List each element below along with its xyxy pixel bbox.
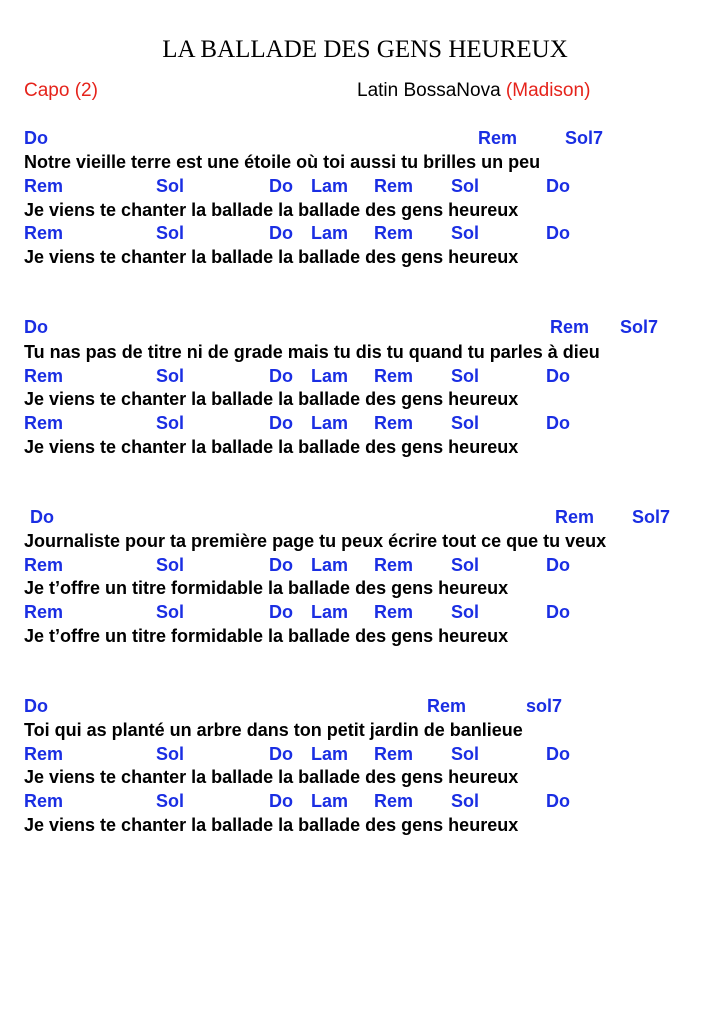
chord: Sol bbox=[451, 413, 480, 433]
chord: Sol bbox=[156, 366, 185, 386]
chord: Sol bbox=[451, 744, 480, 764]
chord: Rem bbox=[374, 744, 414, 764]
chord: Do bbox=[546, 602, 570, 622]
chord: Rem bbox=[374, 791, 414, 811]
verse3-lyric-3: Je t’offre un titre formidable la ballade des gens heureux bbox=[24, 626, 509, 646]
capo-label: Capo (2) bbox=[24, 80, 98, 101]
chord: Lam bbox=[311, 744, 349, 764]
chord: Sol7 bbox=[632, 507, 671, 527]
chord: Rem bbox=[374, 555, 414, 575]
chord: Do bbox=[546, 176, 570, 196]
chord: Do bbox=[546, 223, 570, 243]
chord: Rem bbox=[374, 223, 414, 243]
chord: Sol bbox=[451, 223, 480, 243]
chord: Lam bbox=[311, 223, 349, 243]
verse2-lyric-3: Je viens te chanter la ballade la ballade des gens heureux bbox=[24, 437, 519, 457]
chord: Do bbox=[269, 366, 293, 386]
chord: Rem bbox=[24, 176, 64, 196]
chord: Sol bbox=[156, 791, 185, 811]
song-title: LA BALLADE DES GENS HEUREUX bbox=[162, 36, 568, 63]
chord: Rem bbox=[24, 602, 64, 622]
chord: Sol bbox=[451, 602, 480, 622]
chord: Lam bbox=[311, 555, 349, 575]
chord: Sol bbox=[451, 176, 480, 196]
chord: Do bbox=[269, 413, 293, 433]
chord: Do bbox=[546, 555, 570, 575]
chord: Sol bbox=[156, 555, 185, 575]
chord: Lam bbox=[311, 602, 349, 622]
chord: Rem bbox=[24, 791, 64, 811]
chord: Rem bbox=[427, 696, 467, 716]
chord: Rem bbox=[24, 223, 64, 243]
chord: Do bbox=[269, 602, 293, 622]
chord: Do bbox=[24, 128, 48, 148]
chord: Do bbox=[24, 696, 48, 716]
verse4-lyric-3: Je viens te chanter la ballade la ballade des gens heureux bbox=[24, 815, 519, 835]
chord: Rem bbox=[550, 317, 590, 337]
chord: Rem bbox=[374, 413, 414, 433]
chord: Do bbox=[546, 791, 570, 811]
chord: Sol bbox=[156, 176, 185, 196]
chord: Lam bbox=[311, 366, 349, 386]
chord: Do bbox=[269, 176, 293, 196]
verse2-lyric-1: Tu nas pas de titre ni de grade mais tu dis tu quand tu parles à dieu bbox=[24, 342, 600, 362]
chord: Rem bbox=[374, 602, 414, 622]
chord: Do bbox=[269, 791, 293, 811]
chord: Do bbox=[546, 413, 570, 433]
chord: Sol bbox=[451, 366, 480, 386]
chord: Do bbox=[30, 507, 54, 527]
chord: sol7 bbox=[526, 696, 563, 716]
chord: Sol bbox=[451, 555, 480, 575]
chord: Lam bbox=[311, 413, 349, 433]
chord: Do bbox=[269, 223, 293, 243]
verse4-lyric-1: Toi qui as planté un arbre dans ton petit jardin de banlieue bbox=[24, 720, 523, 740]
chord: Rem bbox=[24, 744, 64, 764]
chord: Do bbox=[269, 555, 293, 575]
style-label bbox=[357, 80, 590, 102]
verse3-lyric-2: Je t’offre un titre formidable la ballade des gens heureux bbox=[24, 578, 509, 598]
chord: Rem bbox=[478, 128, 518, 148]
verse2-lyric-2: Je viens te chanter la ballade la ballade des gens heureux bbox=[24, 389, 519, 409]
chord: Sol bbox=[156, 413, 185, 433]
chord: Sol bbox=[156, 223, 185, 243]
chord: Do bbox=[546, 744, 570, 764]
chord: Lam bbox=[311, 791, 349, 811]
verse4-lyric-2: Je viens te chanter la ballade la ballade des gens heureux bbox=[24, 767, 519, 787]
verse1-lyric-1: Notre vieille terre est une étoile où toi aussi tu brilles un peu bbox=[24, 152, 541, 172]
chord: Sol bbox=[156, 602, 185, 622]
chord: Lam bbox=[311, 176, 349, 196]
chord: Rem bbox=[374, 176, 414, 196]
chord: Rem bbox=[555, 507, 595, 527]
style-text: Latin BossaNova bbox=[357, 80, 506, 101]
chord: Do bbox=[269, 744, 293, 764]
chord: Rem bbox=[24, 555, 64, 575]
chord: Sol7 bbox=[620, 317, 659, 337]
chord: Rem bbox=[374, 366, 414, 386]
chord: Sol bbox=[156, 744, 185, 764]
style-dance: Madison bbox=[512, 80, 585, 101]
chord: Do bbox=[24, 317, 48, 337]
verse3-lyric-1: Journaliste pour ta première page tu peux écrire tout ce que tu veux bbox=[24, 531, 607, 551]
chord: Rem bbox=[24, 413, 64, 433]
style-close-paren: ) bbox=[584, 80, 591, 101]
chord: Do bbox=[546, 366, 570, 386]
verse1-lyric-3: Je viens te chanter la ballade la ballade des gens heureux bbox=[24, 247, 519, 267]
chord: Rem bbox=[24, 366, 64, 386]
chord: Sol bbox=[451, 791, 480, 811]
style-open-paren: ( bbox=[505, 80, 513, 101]
chord: Sol7 bbox=[565, 128, 604, 148]
verse1-lyric-2: Je viens te chanter la ballade la ballade des gens heureux bbox=[24, 200, 519, 220]
